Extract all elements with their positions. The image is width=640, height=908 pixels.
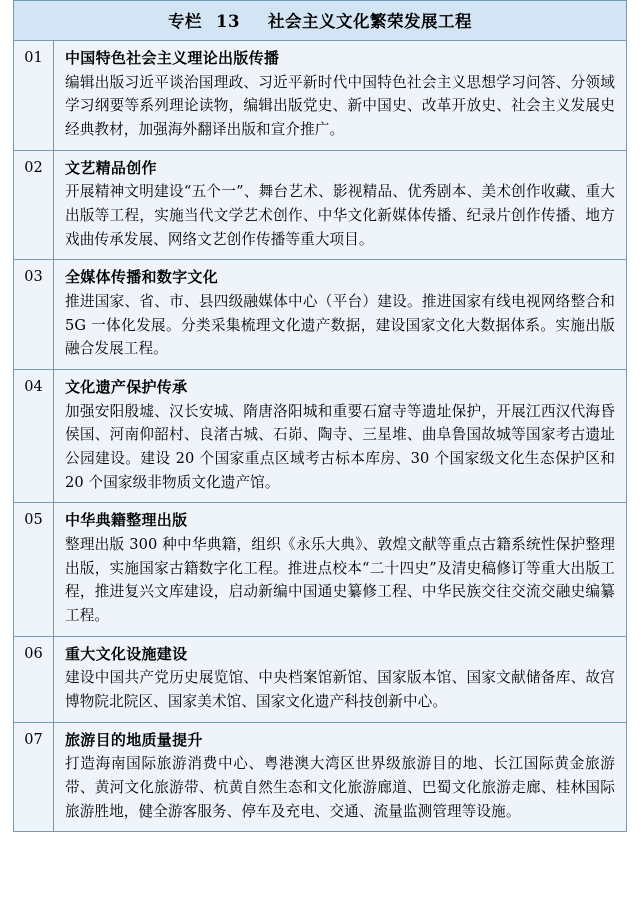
row-number: 01 xyxy=(14,41,54,150)
row-text: 加强安阳殷墟、汉长安城、隋唐洛阳城和重要石窟寺等遗址保护，开展江西汉代海昏侯国、河南仰韶村、良渚古城、石峁、陶寺、三星堆、曲阜鲁国故城等国家考古遗址公园建设。建设 20 个国家重点区域考古标本库房、30 个国家级文化生态保护区和 20 个国家级非物质文化遗产馆。 xyxy=(65,402,615,491)
box-title-number: 13 xyxy=(216,12,240,31)
box-title-bar xyxy=(14,1,626,41)
row-body xyxy=(54,370,626,502)
table-row xyxy=(14,151,626,261)
row-title: 旅游目的地质量提升 xyxy=(65,730,203,749)
row-text: 推进国家、省、市、县四级融媒体中心（平台）建设。推进国家有线电视网络整合和 5G 一体化发展。分类采集梳理文化遗产数据，建设国家文化大数据体系。实施出版融合发展工程。 xyxy=(65,293,615,358)
row-title: 文化遗产保护传承 xyxy=(65,378,188,397)
row-title: 重大文化设施建设 xyxy=(65,644,188,663)
row-title: 中华典籍整理出版 xyxy=(65,511,188,530)
row-body xyxy=(54,151,626,260)
table-row xyxy=(14,41,626,151)
table-row xyxy=(14,370,626,503)
box-title xyxy=(168,12,472,31)
table-row xyxy=(14,503,626,636)
row-text: 建设中国共产党历史展览馆、中央档案馆新馆、国家版本馆、国家文献储备库、故宫博物院北院区、国家美术馆、国家文化遗产科技创新中心。 xyxy=(65,669,615,711)
row-text: 开展精神文明建设“五个一”、舞台艺术、影视精品、优秀剧本、美术创作收藏、重大出版等工程，实施当代文学艺术创作、中华文化新媒体传播、纪录片创作传播、地方戏曲传承发展、网络文艺创作传播等重大项目。 xyxy=(65,183,615,248)
row-number: 02 xyxy=(14,151,54,260)
box-title-label: 专栏 xyxy=(168,12,203,31)
feature-box xyxy=(13,0,627,832)
box-title-text: 社会主义文化繁荣发展工程 xyxy=(267,12,472,31)
row-number: 03 xyxy=(14,260,54,369)
row-body xyxy=(54,41,626,150)
row-body xyxy=(54,260,626,369)
row-number: 06 xyxy=(14,637,54,722)
table-row xyxy=(14,260,626,370)
row-title: 全媒体传播和数字文化 xyxy=(65,268,219,287)
row-body xyxy=(54,503,626,635)
row-body xyxy=(54,637,626,722)
row-text: 编辑出版习近平谈治国理政、习近平新时代中国特色社会主义思想学习问答、分领域学习纲要等系列理论读物，编辑出版党史、新中国史、改革开放史、社会主义发展史经典教材，加强海外翻译出版和宣介推广。 xyxy=(65,73,615,139)
table-row xyxy=(14,723,626,832)
row-number: 04 xyxy=(14,370,54,502)
row-title: 文艺精品创作 xyxy=(65,158,157,177)
row-number: 07 xyxy=(14,723,54,832)
table-row xyxy=(14,637,626,723)
row-text: 整理出版 300 种中华典籍，组织《永乐大典》、敦煌文献等重点古籍系统性保护整理出版，实施国家古籍数字化工程。推进点校本“二十四史”及清史稿修订等重大出版工程，推进复兴文库建设，启动新编中国通史纂修工程、中华民族交往交流交融史编纂工程。 xyxy=(65,536,615,624)
row-text: 打造海南国际旅游消费中心、粤港澳大湾区世界级旅游目的地、长江国际黄金旅游带、黄河文化旅游带、杭黄自然生态和文化旅游廊道、巴蜀文化旅游走廊、桂林国际旅游胜地，健全游客服务、停车及充电、交通、流量监测管理等设施。 xyxy=(65,755,615,820)
row-number: 05 xyxy=(14,503,54,635)
row-title: 中国特色社会主义理论出版传播 xyxy=(65,49,280,67)
row-body xyxy=(54,723,626,832)
